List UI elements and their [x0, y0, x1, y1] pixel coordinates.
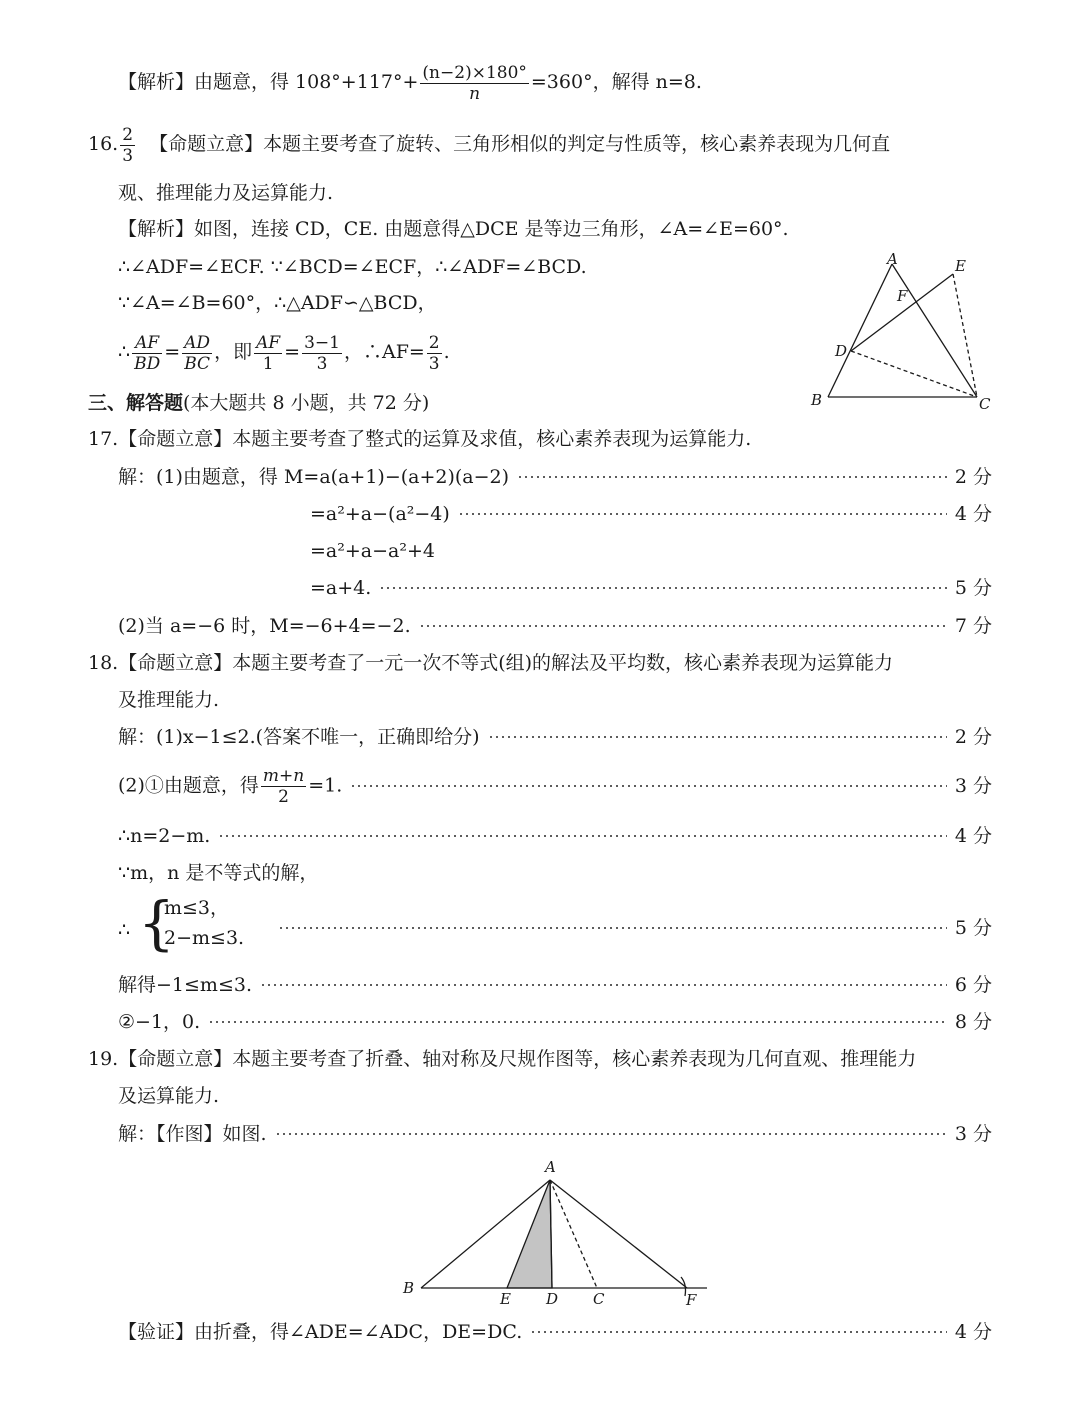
q15-suffix: =360°，解得 n=8. [530, 71, 702, 93]
leader-dots [218, 835, 947, 837]
section3-title: 三、解答题 [88, 392, 184, 414]
q18-step3-row [118, 821, 992, 851]
q16-f4-num: 3−1 [304, 332, 340, 353]
q16-answer [120, 125, 135, 166]
q15-frac-den: n [469, 83, 481, 104]
q16-number: 16. [88, 133, 119, 155]
q15-prefix: 【解析】由题意，得 108°+117°+ [118, 71, 419, 93]
q18-frac-den: 2 [278, 786, 289, 807]
q18-step6: 解得−1≤m≤3. [118, 974, 252, 996]
q16-frac-result [427, 333, 442, 374]
fig16-seg-de [851, 274, 953, 351]
q17-step4-row [310, 573, 992, 603]
q16-f5-den: 3 [428, 353, 440, 374]
leader-dots [275, 1133, 947, 1135]
q19-verify-score: 4 分 [954, 1321, 992, 1343]
q16-f4-den: 3 [316, 353, 328, 374]
fig19-label-c: C [593, 1290, 605, 1308]
q18-step7-score: 8 分 [954, 1011, 992, 1033]
leader-dots [278, 927, 947, 929]
q17-step3: =a²+a−a²+4 [310, 540, 435, 562]
q15-fraction [420, 63, 528, 104]
fig19-shaded-triangle-aed [507, 1180, 552, 1288]
q19-step1: 解：【作图】如图. [118, 1123, 267, 1145]
q18-step5-therefore: ∴ [118, 919, 131, 941]
q19-verify-row [118, 1317, 992, 1347]
q19-intent-line1: 19.【命题立意】本题主要考查了折叠、轴对称及尺规作图等，核心素养表现为几何直观、推理能力 [88, 1048, 917, 1070]
q16-intent-text: 【命题立意】本题主要考查了旋转、三角形相似的判定与性质等，核心素养表现为几何直 [149, 133, 891, 155]
q16-intent-line2: 观、推理能力及运算能力. [118, 182, 334, 204]
fig19-label-b: B [403, 1279, 415, 1297]
q17-step2-row [310, 499, 992, 529]
fig16-seg-dc [851, 351, 977, 397]
q16-f2-num: AD [184, 332, 211, 353]
q19-step1-score: 3 分 [954, 1123, 992, 1145]
q15-analysis-line [118, 62, 702, 104]
q16-ji: ，即 [214, 341, 253, 363]
q18-frac-num: m+n [262, 765, 305, 786]
q16-answer-num: 2 [122, 124, 134, 145]
q16-frac-3minus1-3 [302, 333, 342, 374]
leader-dots [517, 476, 947, 478]
q19-intent-line2: 及运算能力. [118, 1085, 220, 1107]
q16-analysis: 【解析】如图，连接 CD，CE. 由题意得△DCE 是等边三角形，∠A=∠E=60°. [118, 218, 789, 240]
q18-step5-score-row [270, 913, 992, 943]
leader-dots [488, 736, 947, 738]
q17-intent: 17.【命题立意】本题主要考查了整式的运算及求值，核心素养表现为运算能力. [88, 428, 752, 450]
q16-end: . [443, 341, 450, 363]
leader-dots [419, 625, 947, 627]
q16-f1-num: AF [132, 333, 162, 354]
leader-dots [458, 513, 947, 515]
q18-step4: ∵m，n 是不等式的解， [118, 862, 319, 884]
q18-step5-score: 5 分 [954, 917, 992, 939]
q16-f2-den: BC [184, 353, 211, 374]
q19-figure [395, 1158, 725, 1308]
q17-step4: =a+4. [310, 577, 372, 599]
q18-step1-row [118, 722, 992, 752]
q17-step2-score: 4 分 [954, 503, 992, 525]
q17-step1-row [118, 462, 992, 492]
q16-step2: ∵∠A=∠B=60°，∴△ADF∽△BCD， [118, 292, 437, 314]
q16-eq2: = [284, 341, 301, 363]
q17-step5-score: 7 分 [954, 615, 992, 637]
q18-step3: ∴n=2−m. [118, 825, 211, 847]
fig16-label-e: E [955, 257, 966, 275]
q15-frac-num: (n−2)×180° [422, 62, 527, 83]
fig16-label-a: A [887, 252, 898, 268]
q18-step7: ②−1，0. [118, 1011, 201, 1033]
leader-dots [350, 785, 947, 787]
q19-step1-row [118, 1119, 992, 1149]
q19-verify: 【验证】由折叠，得∠ADE=∠ADC，DE=DC. [118, 1321, 523, 1343]
q18-step6-score: 6 分 [954, 974, 992, 996]
q17-step5: (2)当 a=−6 时，M=−6+4=−2. [118, 615, 411, 637]
q18-step2-score: 3 分 [954, 775, 992, 797]
q16-f1-den: BD [134, 353, 161, 374]
q18-step1-score: 2 分 [954, 726, 992, 748]
fig16-seg-ba [828, 264, 892, 397]
q17-step1-score: 2 分 [954, 466, 992, 488]
q18-step2-fraction [261, 766, 306, 807]
fig19-arc-f [681, 1277, 686, 1296]
q17-step5-row [118, 611, 992, 641]
q18-step2 [118, 766, 342, 807]
q18-step1: 解：(1)x−1≤2.(答案不唯一，正确即给分) [118, 726, 480, 748]
fig19-label-f: F [686, 1291, 697, 1308]
q16-intent-line1 [88, 124, 890, 166]
fig19-seg-ac [550, 1180, 597, 1288]
q17-step4-score: 5 分 [954, 577, 992, 599]
q18-system-line1: m≤3， [164, 897, 230, 919]
q18-system-line2: 2−m≤3. [164, 927, 245, 949]
q18-step2-pre: (2)①由题意，得 [118, 774, 259, 796]
leader-dots [260, 984, 947, 986]
fig19-seg-af [550, 1180, 687, 1288]
q16-f3-num: AF [256, 332, 281, 353]
q16-answer-den: 3 [122, 145, 134, 166]
q18-step2-post: =1. [308, 774, 343, 796]
leader-dots [379, 587, 947, 589]
q18-brace: { [138, 889, 175, 957]
q16-therefore-af: ，∴AF= [343, 341, 425, 363]
fig16-label-b: B [811, 391, 823, 409]
q16-f3-den: 1 [262, 353, 274, 374]
q18-step2-row [118, 766, 992, 806]
q16-frac-ad-bc [182, 333, 212, 374]
fig19-label-e: E [500, 1290, 511, 1308]
section3-note: (本大题共 8 小题，共 72 分) [183, 392, 430, 414]
q18-step6-row [118, 970, 992, 1000]
leader-dots [530, 1331, 947, 1333]
q18-step7-row [118, 1007, 992, 1037]
q16-step3-therefore: ∴ [118, 341, 131, 363]
q17-step1: 解：(1)由题意，得 M=a(a+1)−(a+2)(a−2) [118, 466, 510, 488]
q16-eq1: = [164, 341, 181, 363]
fig16-label-d: D [835, 342, 848, 360]
fig16-label-c: C [979, 395, 991, 413]
q18-intent-line2: 及推理能力. [118, 689, 220, 711]
q16-step1: ∴∠ADF=∠ECF. ∵∠BCD=∠ECF，∴∠ADF=∠BCD. [118, 256, 587, 278]
q16-step3 [118, 330, 450, 374]
q18-intent-line1: 18.【命题立意】本题主要考查了一元一次不等式(组)的解法及平均数，核心素养表现为运算能力 [88, 652, 894, 674]
fig16-label-f: F [897, 287, 908, 305]
q16-f5-num: 2 [428, 332, 440, 353]
q18-step3-score: 4 分 [954, 825, 992, 847]
q16-frac-af-1 [254, 333, 282, 374]
section3-heading [88, 388, 429, 418]
fig19-label-d: D [546, 1290, 559, 1308]
q17-step2: =a²+a−(a²−4) [310, 503, 450, 525]
leader-dots [208, 1021, 947, 1023]
q18-inequality-system [138, 889, 278, 957]
fig19-label-a: A [545, 1158, 556, 1176]
q16-figure [805, 252, 1005, 422]
q16-frac-af-bd [132, 333, 162, 374]
